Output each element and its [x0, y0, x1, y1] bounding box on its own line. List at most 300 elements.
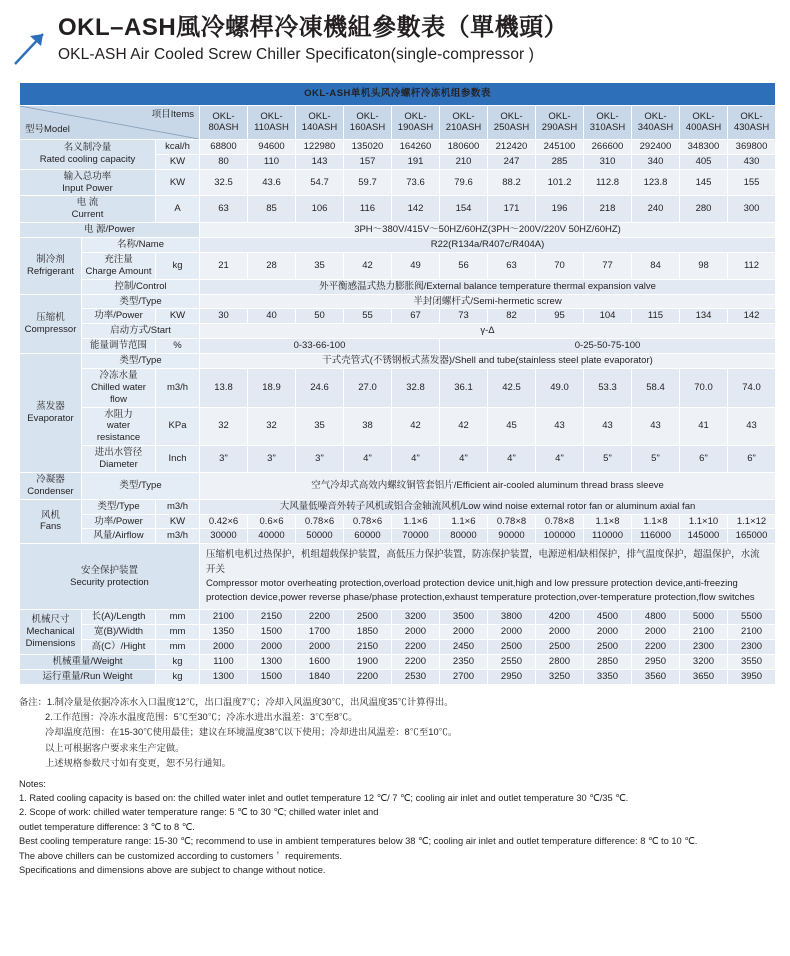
cell: 247 — [488, 154, 536, 169]
cell: 3550 — [728, 654, 776, 669]
cell: 171 — [488, 196, 536, 223]
model-header: OKL-140ASH — [296, 105, 344, 139]
cell: 115 — [632, 309, 680, 324]
compressor-type-label: 类型/Type — [82, 294, 200, 309]
cell: 106 — [296, 196, 344, 223]
capacity-control-right: 0-25-50-75-100 — [440, 339, 776, 354]
row-label-net-weight: 机械重量/Weight — [20, 654, 156, 669]
cell: 73.6 — [392, 169, 440, 196]
cell: 18.9 — [248, 368, 296, 407]
cell: 292400 — [632, 139, 680, 154]
cell: 2300 — [680, 640, 728, 655]
unit-cell: mm — [156, 610, 200, 625]
cell: 112 — [728, 252, 776, 279]
cell: 13.8 — [200, 368, 248, 407]
table-row — [20, 139, 776, 154]
unit-cell: m3/h — [156, 529, 200, 544]
chilled-water-flow-label: 冷冻水量 Chilled water flow — [82, 368, 156, 407]
cell: 165000 — [728, 529, 776, 544]
cell: 1.1×12 — [728, 514, 776, 529]
table-row — [20, 407, 776, 446]
cell: 3200 — [392, 610, 440, 625]
cell: 1600 — [296, 654, 344, 669]
table-row — [20, 610, 776, 625]
cell: 56 — [440, 252, 488, 279]
cell: 54.7 — [296, 169, 344, 196]
cell: 142 — [728, 309, 776, 324]
specification-table — [19, 82, 776, 685]
table-row — [20, 625, 776, 640]
cell: 49.0 — [536, 368, 584, 407]
cell: 74.0 — [728, 368, 776, 407]
cell: 245100 — [536, 139, 584, 154]
notes-en-title: Notes: — [19, 778, 46, 789]
cell: 1.1×8 — [584, 514, 632, 529]
cell: 145000 — [680, 529, 728, 544]
cell: 1.1×8 — [632, 514, 680, 529]
cell: 123.8 — [632, 169, 680, 196]
table-row — [20, 169, 776, 196]
note-en-line: Specifications and dimensions above are subject to change without notice. — [19, 865, 326, 876]
height-label: 高(C）/Hight — [82, 640, 156, 655]
row-label-run-weight: 运行重量/Run Weight — [20, 669, 156, 684]
cell: 3" — [296, 446, 344, 473]
unit-cell: KW — [156, 514, 200, 529]
arrow-up-right-icon — [0, 14, 58, 68]
notes-section — [19, 695, 771, 878]
model-header: OKL-290ASH — [536, 105, 584, 139]
table-row — [20, 279, 776, 294]
unit-cell: kg — [156, 669, 200, 684]
row-label-evaporator: 蒸发器 Evaporator — [20, 354, 82, 473]
cell: 49 — [392, 252, 440, 279]
cell: 4" — [344, 446, 392, 473]
cell: 94600 — [248, 139, 296, 154]
table-row — [20, 472, 776, 499]
evaporator-type-value: 干式壳管式(不锈钢板式蒸发器)/Shell and tube(stainless steel plate evaporator) — [200, 354, 776, 369]
cell: 58.4 — [632, 368, 680, 407]
unit-cell: % — [156, 339, 200, 354]
refrigerant-name-value: R22(R134a/R407c/R404A) — [200, 238, 776, 253]
cell: 30000 — [200, 529, 248, 544]
capacity-control-left: 0-33-66-100 — [200, 339, 440, 354]
cell: 2150 — [344, 640, 392, 655]
unit-cell: mm — [156, 625, 200, 640]
unit-cell: A — [156, 196, 200, 223]
cell: 4200 — [536, 610, 584, 625]
cell: 70000 — [392, 529, 440, 544]
capacity-control-label: 能量调节范围 — [82, 339, 156, 354]
cell: 116000 — [632, 529, 680, 544]
cell: 67 — [392, 309, 440, 324]
cell: 110 — [248, 154, 296, 169]
cell: 157 — [344, 154, 392, 169]
cell: 32 — [248, 407, 296, 446]
cell: 2950 — [632, 654, 680, 669]
cell: 191 — [392, 154, 440, 169]
cell: 2000 — [536, 625, 584, 640]
cell: 116 — [344, 196, 392, 223]
cell: 36.1 — [440, 368, 488, 407]
row-label-fans: 风机 Fans — [20, 499, 82, 544]
cell: 2350 — [440, 654, 488, 669]
cell: 430 — [728, 154, 776, 169]
cell: 100000 — [536, 529, 584, 544]
cell: 2200 — [632, 640, 680, 655]
cell: 2850 — [584, 654, 632, 669]
row-label-refrigerant: 制冷剂 Refrigerant — [20, 238, 82, 295]
table-row — [20, 544, 776, 610]
cell: 145 — [680, 169, 728, 196]
cell: 5000 — [680, 610, 728, 625]
table-row — [20, 309, 776, 324]
cell: 45 — [488, 407, 536, 446]
cell: 1.1×10 — [680, 514, 728, 529]
unit-cell: mm — [156, 640, 200, 655]
cell: 2100 — [200, 610, 248, 625]
cell: 1850 — [344, 625, 392, 640]
cell: 104 — [584, 309, 632, 324]
refrigerant-control-label: 控制/Control — [82, 279, 200, 294]
cell: 155 — [728, 169, 776, 196]
cell: 40000 — [248, 529, 296, 544]
cell: 4" — [392, 446, 440, 473]
cell: 1700 — [296, 625, 344, 640]
cell: 122980 — [296, 139, 344, 154]
cell: 80 — [200, 154, 248, 169]
cell: 285 — [536, 154, 584, 169]
cell: 42.5 — [488, 368, 536, 407]
corner-model-label: 型号Model — [25, 124, 70, 135]
cell: 3800 — [488, 610, 536, 625]
fan-power-label: 功率/Power — [82, 514, 156, 529]
page-title: OKL–ASH風冷螺桿冷凍機組參數表（單機頭） — [58, 14, 569, 41]
table-row — [20, 446, 776, 473]
cell: 42 — [440, 407, 488, 446]
refrigerant-control-value: 外平衡感温式热力膨胀阀/External balance temperature thermal expansion valve — [200, 279, 776, 294]
table-row — [20, 654, 776, 669]
cell: 43 — [632, 407, 680, 446]
cell: 43 — [584, 407, 632, 446]
model-header: OKL-430ASH — [728, 105, 776, 139]
row-label-input-power: 输入总功率 Input Power — [20, 169, 156, 196]
width-label: 宽(B)/Width — [82, 625, 156, 640]
cell: 95 — [536, 309, 584, 324]
table-row — [20, 529, 776, 544]
cell: 42 — [344, 252, 392, 279]
model-header: OKL-110ASH — [248, 105, 296, 139]
cell: 80000 — [440, 529, 488, 544]
note-cn-line: 冷却温度范围：在15-30℃使用最佳；建议在环境温度38℃以下使用；冷却进出风温差：8℃至10℃。 — [45, 727, 458, 738]
cell: 3350 — [584, 669, 632, 684]
cell: 3650 — [680, 669, 728, 684]
cell: 1500 — [248, 625, 296, 640]
model-header: OKL-190ASH — [392, 105, 440, 139]
cell: 210 — [440, 154, 488, 169]
cell: 2200 — [296, 610, 344, 625]
note-cn-line: 上述规格参数尺寸如有变更，恕不另行通知。 — [45, 758, 231, 769]
cell: 3" — [200, 446, 248, 473]
cell: 4800 — [632, 610, 680, 625]
note-en-line: 1. Rated cooling capacity is based on: the chilled water inlet and outlet temperature 12 ℃/ 7 ℃; cooling air inlet and outlet temperature 30 ℃/35 ℃. — [19, 793, 629, 804]
cell: 2150 — [248, 610, 296, 625]
cell: 218 — [584, 196, 632, 223]
row-label-dimensions: 机械尺寸 Mechanical Dimensions — [20, 610, 82, 655]
cell: 0.6×6 — [248, 514, 296, 529]
cell: 4" — [488, 446, 536, 473]
cell: 35 — [296, 252, 344, 279]
cell: 35 — [296, 407, 344, 446]
unit-cell: m3/h — [156, 499, 200, 514]
table-row — [20, 252, 776, 279]
water-resistance-label: 水阻力 water resistance — [82, 407, 156, 446]
cell: 2500 — [536, 640, 584, 655]
cell: 405 — [680, 154, 728, 169]
cell: 369800 — [728, 139, 776, 154]
cell: 1900 — [344, 654, 392, 669]
cell: 53.3 — [584, 368, 632, 407]
cell: 196 — [536, 196, 584, 223]
condenser-type-value: 空气冷却式高效内螺纹铜管套铝片/Efficient air-cooled aluminum thread brass sleeve — [200, 472, 776, 499]
refrigerant-name-label: 名称/Name — [82, 238, 200, 253]
table-row — [20, 640, 776, 655]
cell: 1.1×6 — [440, 514, 488, 529]
row-label-current: 电 流 Current — [20, 196, 156, 223]
row-label-condenser: 冷凝器 Condenser — [20, 472, 82, 499]
cell: 1840 — [296, 669, 344, 684]
note-cn-line: 备注：1.制冷量是依据冷冻水入口温度12℃，出口温度7℃；冷却入风温度30℃，出风温度35℃计算得出。 — [19, 696, 454, 707]
cell: 135020 — [344, 139, 392, 154]
fan-airflow-label: 风量/Airflow — [82, 529, 156, 544]
cell: 110000 — [584, 529, 632, 544]
cell: 5" — [584, 446, 632, 473]
unit-cell: KPa — [156, 407, 200, 446]
cell: 2200 — [392, 640, 440, 655]
cell: 2700 — [440, 669, 488, 684]
cell: 2800 — [536, 654, 584, 669]
cell: 154 — [440, 196, 488, 223]
cell: 143 — [296, 154, 344, 169]
cell: 180600 — [440, 139, 488, 154]
cell: 24.6 — [296, 368, 344, 407]
cell: 2200 — [344, 669, 392, 684]
cell: 4500 — [584, 610, 632, 625]
cell: 2000 — [632, 625, 680, 640]
cell: 2500 — [584, 640, 632, 655]
page-header — [0, 0, 790, 78]
cell: 2000 — [200, 640, 248, 655]
model-header: OKL-340ASH — [632, 105, 680, 139]
cell: 43 — [536, 407, 584, 446]
cell: 27.0 — [344, 368, 392, 407]
unit-cell: KW — [156, 154, 200, 169]
cell: 6" — [680, 446, 728, 473]
cell: 266600 — [584, 139, 632, 154]
cell: 2100 — [728, 625, 776, 640]
cell: 310 — [584, 154, 632, 169]
unit-cell: KW — [156, 169, 200, 196]
cell: 2950 — [488, 669, 536, 684]
model-header: OKL-310ASH — [584, 105, 632, 139]
cell: 42 — [392, 407, 440, 446]
cell: 50000 — [296, 529, 344, 544]
cell: 2300 — [728, 640, 776, 655]
table-row — [20, 324, 776, 339]
table-row — [20, 499, 776, 514]
cell: 0.78×8 — [536, 514, 584, 529]
unit-cell: kg — [156, 654, 200, 669]
cell: 142 — [392, 196, 440, 223]
cell: 1300 — [200, 669, 248, 684]
cell: 1100 — [200, 654, 248, 669]
note-en-line: The above chillers can be customized according to customers＇ requirements. — [19, 850, 342, 861]
cell: 40 — [248, 309, 296, 324]
cell: 2000 — [296, 640, 344, 655]
cell: 85 — [248, 196, 296, 223]
note-en-line: Best cooling temperature range: 15-30 ℃; recommend to use in ambient temperatures below 38 ℃; cooling air inlet and outlet temperature difference: 8 ℃ to 10 ℃. — [19, 836, 698, 847]
condenser-type-label: 类型/Type — [82, 472, 200, 499]
cell: 82 — [488, 309, 536, 324]
cell: 0.78×8 — [488, 514, 536, 529]
cell: 30 — [200, 309, 248, 324]
note-cn-line: 以上可根据客户要求来生产定做。 — [45, 742, 185, 753]
cell: 101.2 — [536, 169, 584, 196]
cell: 2500 — [488, 640, 536, 655]
cell: 280 — [680, 196, 728, 223]
cell: 164260 — [392, 139, 440, 154]
cell: 98 — [680, 252, 728, 279]
cell: 84 — [632, 252, 680, 279]
cell: 90000 — [488, 529, 536, 544]
cell: 41 — [680, 407, 728, 446]
cell: 300 — [728, 196, 776, 223]
cell: 212420 — [488, 139, 536, 154]
note-en-line: outlet temperature difference: 3 ℃ to 8 ℃. — [19, 821, 195, 832]
cell: 77 — [584, 252, 632, 279]
cell: 2550 — [488, 654, 536, 669]
cell: 43 — [728, 407, 776, 446]
compressor-start-value: γ-Δ — [200, 324, 776, 339]
unit-cell: kcal/h — [156, 139, 200, 154]
cell: 4" — [536, 446, 584, 473]
fan-type-label: 类型/Type — [82, 499, 156, 514]
cell: 0.42×6 — [200, 514, 248, 529]
cell: 1.1×6 — [392, 514, 440, 529]
table-row — [20, 354, 776, 369]
cell: 340 — [632, 154, 680, 169]
cell: 63 — [200, 196, 248, 223]
unit-cell: m3/h — [156, 368, 200, 407]
cell: 38 — [344, 407, 392, 446]
cell: 3500 — [440, 610, 488, 625]
cell: 43.6 — [248, 169, 296, 196]
cell: 2000 — [488, 625, 536, 640]
cell: 32.8 — [392, 368, 440, 407]
unit-cell: Inch — [156, 446, 200, 473]
note-cn-line: 2.工作范围：冷冻水温度范围：5℃至30℃；冷冻水进出水温差：3℃至8℃。 — [45, 712, 358, 723]
table-banner: OKL-ASH单机头风冷螺杆冷冻机组参数表 — [20, 83, 776, 106]
cell: 134 — [680, 309, 728, 324]
cell: 28 — [248, 252, 296, 279]
fan-type-value: 大风量低噪音外转子风机或铝合金轴流风机/Low wind noise external rotor fan or aluminum axial fan — [200, 499, 776, 514]
unit-cell: KW — [156, 309, 200, 324]
note-en-line: 2. Scope of work: chilled water temperature range: 5 ℃ to 30 ℃; chilled water inlet and — [19, 807, 379, 818]
row-label-security: 安全保护装置 Security protection — [20, 544, 200, 610]
model-header: OKL-250ASH — [488, 105, 536, 139]
cell: 2500 — [344, 610, 392, 625]
row-label-compressor: 压缩机 Compressor — [20, 294, 82, 354]
cell: 70.0 — [680, 368, 728, 407]
cell: 2000 — [392, 625, 440, 640]
cell: 70 — [536, 252, 584, 279]
cell: 4" — [440, 446, 488, 473]
cell: 63 — [488, 252, 536, 279]
cell: 5500 — [728, 610, 776, 625]
table-row — [20, 196, 776, 223]
length-label: 长(A)/Length — [82, 610, 156, 625]
corner-items-label: 项目Items — [151, 108, 194, 120]
cell: 1300 — [248, 654, 296, 669]
cell: 112.8 — [584, 169, 632, 196]
table-corner-header — [20, 105, 200, 139]
cell: 88.2 — [488, 169, 536, 196]
power-supply-value: 3PH～380V/415V～50HZ/60HZ(3PH～200V/220V 50HZ/60HZ) — [200, 223, 776, 238]
cell: 50 — [296, 309, 344, 324]
cell: 2200 — [392, 654, 440, 669]
table-row — [20, 514, 776, 529]
cell: 5" — [632, 446, 680, 473]
model-header: OKL-400ASH — [680, 105, 728, 139]
charge-amount-label: 充注量 Charge Amount — [82, 252, 156, 279]
cell: 2100 — [680, 625, 728, 640]
page-subtitle: OKL-ASH Air Cooled Screw Chiller Specificaton(single-compressor ) — [58, 45, 534, 63]
cell: 0.78×6 — [296, 514, 344, 529]
cell: 68800 — [200, 139, 248, 154]
compressor-start-label: 启动方式/Start — [82, 324, 200, 339]
cell: 79.6 — [440, 169, 488, 196]
table-row — [20, 368, 776, 407]
cell: 59.7 — [344, 169, 392, 196]
compressor-power-label: 功率/Power — [82, 309, 156, 324]
cell: 2000 — [584, 625, 632, 640]
cell: 3200 — [680, 654, 728, 669]
pipe-diameter-label: 进出水管径 Diameter — [82, 446, 156, 473]
table-row — [20, 294, 776, 309]
model-header: OKL-210ASH — [440, 105, 488, 139]
cell: 348300 — [680, 139, 728, 154]
cell: 1350 — [200, 625, 248, 640]
cell: 6" — [728, 446, 776, 473]
unit-cell: kg — [156, 252, 200, 279]
row-label-cooling-capacity: 名义制冷量 Rated cooling capacity — [20, 139, 156, 169]
cell: 32.5 — [200, 169, 248, 196]
cell: 3" — [248, 446, 296, 473]
table-row — [20, 223, 776, 238]
model-header: OKL-160ASH — [344, 105, 392, 139]
security-value: 压缩机电机过热保护，机组超载保护装置，高低压力保护装置，防冻保护装置，电源逆相/缺相保护，排气温度保护，超温保护，水流开关 Compressor motor overheating protection,overload protection device unit,high and low pressure protection device,anti-freezing protection device,power reverse phase/phase protection,exhaust temperature protection,over-temperature protection,flow switches — [200, 544, 776, 610]
cell: 3560 — [632, 669, 680, 684]
cell: 2000 — [440, 625, 488, 640]
table-row — [20, 238, 776, 253]
cell: 2530 — [392, 669, 440, 684]
cell: 240 — [632, 196, 680, 223]
cell: 32 — [200, 407, 248, 446]
cell: 60000 — [344, 529, 392, 544]
cell: 0.78×6 — [344, 514, 392, 529]
compressor-type-value: 半封闭螺杆式/Semi-hermetic screw — [200, 294, 776, 309]
cell: 3250 — [536, 669, 584, 684]
cell: 3950 — [728, 669, 776, 684]
